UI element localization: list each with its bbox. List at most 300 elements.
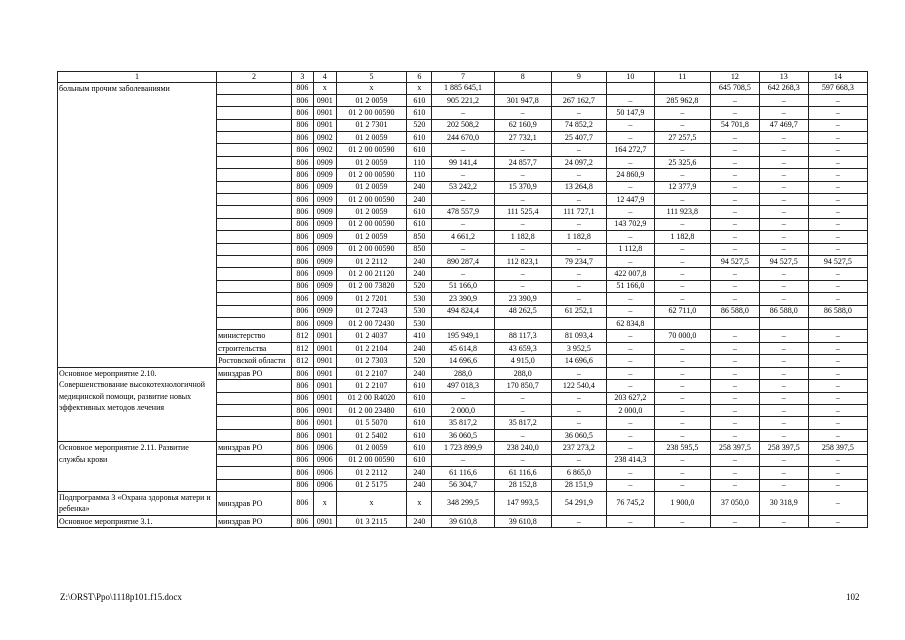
value-cell: – <box>710 355 759 368</box>
value-cell: 36 060,5 <box>551 429 606 441</box>
value-cell: – <box>494 454 551 466</box>
value-cell: 806 <box>291 107 313 119</box>
value-cell: – <box>494 392 551 404</box>
value-cell: 285 962,8 <box>654 94 710 106</box>
value-cell: 610 <box>407 206 432 218</box>
value-cell: 61 116,6 <box>432 467 494 479</box>
value-cell: 01 2 00 00590 <box>336 107 407 119</box>
table-row <box>58 367 868 380</box>
value-cell: – <box>551 144 606 156</box>
column-number-cell: 3 <box>291 72 313 83</box>
value-cell: x <box>407 82 432 94</box>
value-cell: 1 723 899,9 <box>432 442 494 455</box>
value-cell: – <box>759 280 808 292</box>
value-cell: 39 610,8 <box>432 515 494 528</box>
executor-cell <box>217 255 292 267</box>
value-cell: 94 527,5 <box>710 255 759 267</box>
value-cell: 01 2 0059 <box>336 132 407 144</box>
value-cell: 0909 <box>313 181 336 193</box>
value-cell: 258 397,5 <box>808 442 867 455</box>
value-cell: 806 <box>291 144 313 156</box>
value-cell: – <box>494 169 551 181</box>
value-cell: 0909 <box>313 169 336 181</box>
value-cell: 806 <box>291 479 313 491</box>
value-cell: – <box>759 392 808 404</box>
value-cell: – <box>606 181 654 193</box>
value-cell: – <box>759 132 808 144</box>
value-cell: – <box>710 515 759 528</box>
table-row <box>58 82 868 94</box>
value-cell: 01 2 00 00590 <box>336 243 407 255</box>
value-cell: 28 151,9 <box>551 479 606 491</box>
value-cell: 01 2 2107 <box>336 380 407 392</box>
value-cell: – <box>654 417 710 429</box>
value-cell: – <box>551 405 606 417</box>
column-number-cell: 13 <box>759 72 808 83</box>
value-cell: – <box>606 417 654 429</box>
value-cell: 806 <box>291 231 313 243</box>
value-cell: 62 711,0 <box>654 305 710 317</box>
value-cell: – <box>710 429 759 441</box>
executor-cell <box>217 380 292 392</box>
value-cell: – <box>808 405 867 417</box>
value-cell: 1 900,0 <box>654 491 710 515</box>
value-cell: – <box>654 405 710 417</box>
value-cell <box>494 82 551 94</box>
value-cell: 812 <box>291 330 313 343</box>
value-cell <box>494 317 551 329</box>
value-cell: – <box>654 355 710 368</box>
value-cell: 54 291,9 <box>551 491 606 515</box>
value-cell: 422 007,8 <box>606 268 654 280</box>
column-number-cell: 8 <box>494 72 551 83</box>
value-cell: 0901 <box>313 119 336 131</box>
value-cell: – <box>710 107 759 119</box>
value-cell: 240 <box>407 367 432 380</box>
value-cell: – <box>551 169 606 181</box>
value-cell: 01 2 00 00590 <box>336 169 407 181</box>
value-cell: – <box>710 417 759 429</box>
executor-cell <box>217 479 292 491</box>
value-cell: 25 407,7 <box>551 132 606 144</box>
value-cell: 1 182,8 <box>654 231 710 243</box>
value-cell: – <box>759 467 808 479</box>
column-number-row <box>58 72 868 83</box>
value-cell: – <box>606 156 654 168</box>
value-cell: 238 595,5 <box>654 442 710 455</box>
value-cell: 1 885 645,1 <box>432 82 494 94</box>
value-cell: 610 <box>407 417 432 429</box>
value-cell: 25 325,6 <box>654 156 710 168</box>
value-cell: 0901 <box>313 367 336 380</box>
value-cell: – <box>710 479 759 491</box>
value-cell: – <box>606 94 654 106</box>
value-cell: 4 661,2 <box>432 231 494 243</box>
value-cell: – <box>654 255 710 267</box>
value-cell: – <box>759 181 808 193</box>
executor-cell <box>217 454 292 466</box>
value-cell: 0909 <box>313 218 336 230</box>
value-cell: 01 2 2107 <box>336 367 407 380</box>
value-cell: 610 <box>407 442 432 455</box>
value-cell: – <box>759 429 808 441</box>
value-cell: – <box>710 218 759 230</box>
executor-cell <box>217 132 292 144</box>
measure-label-cell: больным прочим заболеваниями <box>58 82 217 367</box>
value-cell: – <box>551 515 606 528</box>
value-cell: 01 2 00 00590 <box>336 218 407 230</box>
executor-cell: минздрав РО <box>217 515 292 528</box>
value-cell: – <box>551 392 606 404</box>
value-cell: 610 <box>407 454 432 466</box>
value-cell: 111 727,1 <box>551 206 606 218</box>
executor-cell <box>217 206 292 218</box>
value-cell: – <box>759 355 808 368</box>
value-cell: 4 915,0 <box>494 355 551 368</box>
value-cell: – <box>759 156 808 168</box>
value-cell: 520 <box>407 119 432 131</box>
executor-cell <box>217 144 292 156</box>
value-cell: 01 2 00 R4020 <box>336 392 407 404</box>
value-cell: – <box>710 392 759 404</box>
value-cell: 79 234,7 <box>551 255 606 267</box>
value-cell: – <box>759 367 808 380</box>
value-cell: 24 857,7 <box>494 156 551 168</box>
value-cell: – <box>606 231 654 243</box>
value-cell: 806 <box>291 218 313 230</box>
value-cell: – <box>606 206 654 218</box>
value-cell: – <box>654 429 710 441</box>
value-cell: – <box>432 194 494 206</box>
value-cell: – <box>808 467 867 479</box>
column-number-cell: 11 <box>654 72 710 83</box>
column-number-cell: 2 <box>217 72 292 83</box>
value-cell: x <box>407 491 432 515</box>
value-cell: – <box>710 405 759 417</box>
value-cell: 905 221,2 <box>432 94 494 106</box>
value-cell: 267 162,7 <box>551 94 606 106</box>
value-cell: 806 <box>291 169 313 181</box>
value-cell: – <box>654 107 710 119</box>
value-cell: – <box>606 380 654 392</box>
value-cell: 37 050,0 <box>710 491 759 515</box>
value-cell <box>432 317 494 329</box>
value-cell: – <box>808 417 867 429</box>
value-cell: 164 272,7 <box>606 144 654 156</box>
value-cell: 147 993,5 <box>494 491 551 515</box>
value-cell: 258 397,5 <box>710 442 759 455</box>
executor-cell <box>217 293 292 305</box>
column-number-cell: 5 <box>336 72 407 83</box>
value-cell: 01 2 00 23480 <box>336 405 407 417</box>
value-cell <box>654 82 710 94</box>
value-cell: – <box>759 380 808 392</box>
value-cell: – <box>808 268 867 280</box>
value-cell: 170 850,7 <box>494 380 551 392</box>
column-number-cell: 10 <box>606 72 654 83</box>
value-cell: 610 <box>407 132 432 144</box>
value-cell: – <box>654 454 710 466</box>
value-cell: 850 <box>407 243 432 255</box>
executor-cell <box>217 317 292 329</box>
value-cell: 0902 <box>313 132 336 144</box>
value-cell: – <box>808 231 867 243</box>
value-cell: 81 093,4 <box>551 330 606 343</box>
value-cell: – <box>551 268 606 280</box>
value-cell: – <box>808 367 867 380</box>
value-cell: – <box>808 392 867 404</box>
value-cell: 0909 <box>313 231 336 243</box>
value-cell: 36 060,5 <box>432 429 494 441</box>
value-cell: 112 823,1 <box>494 255 551 267</box>
value-cell: – <box>710 231 759 243</box>
value-cell: – <box>606 342 654 355</box>
value-cell: 0901 <box>313 355 336 368</box>
value-cell: 88 117,3 <box>494 330 551 343</box>
value-cell: 45 614,8 <box>432 342 494 355</box>
value-cell: 478 557,9 <box>432 206 494 218</box>
value-cell: 01 2 0059 <box>336 231 407 243</box>
value-cell: – <box>432 107 494 119</box>
value-cell: 0909 <box>313 280 336 292</box>
measure-label-cell: Основное мероприятие 2.11. Развитие службы крови <box>58 442 217 492</box>
value-cell: – <box>759 293 808 305</box>
value-cell: – <box>654 392 710 404</box>
value-cell: 01 2 00 00590 <box>336 194 407 206</box>
executor-cell: строительства <box>217 342 292 355</box>
value-cell: – <box>432 243 494 255</box>
value-cell: x <box>336 82 407 94</box>
value-cell: 01 2 2104 <box>336 342 407 355</box>
value-cell: – <box>808 119 867 131</box>
measure-label-cell: Подпрограмма 3 «Охрана здоровья матери и ребенка» <box>58 491 217 515</box>
value-cell: 0902 <box>313 144 336 156</box>
value-cell: 348 299,5 <box>432 491 494 515</box>
column-number-cell: 4 <box>313 72 336 83</box>
executor-cell <box>217 194 292 206</box>
value-cell: 143 702,9 <box>606 218 654 230</box>
value-cell: – <box>808 429 867 441</box>
value-cell: 01 2 0059 <box>336 94 407 106</box>
value-cell: 0901 <box>313 405 336 417</box>
value-cell: 12 377,9 <box>654 181 710 193</box>
value-cell: 14 696,6 <box>432 355 494 368</box>
value-cell: – <box>654 380 710 392</box>
executor-cell: министерство <box>217 330 292 343</box>
value-cell: – <box>494 405 551 417</box>
value-cell: 610 <box>407 405 432 417</box>
value-cell: 24 860,9 <box>606 169 654 181</box>
executor-cell <box>217 231 292 243</box>
value-cell: 01 3 2115 <box>336 515 407 528</box>
value-cell: 890 287,4 <box>432 255 494 267</box>
value-cell: – <box>710 342 759 355</box>
value-cell: – <box>654 268 710 280</box>
value-cell: 23 390,9 <box>432 293 494 305</box>
value-cell: – <box>606 305 654 317</box>
executor-cell <box>217 268 292 280</box>
value-cell: – <box>710 206 759 218</box>
measure-label-cell: Основное мероприятие 2.10. Совершенствование высокотехнологичной медицинской помощи, развитие новых эффективных методов лечения <box>58 367 217 441</box>
value-cell: 240 <box>407 181 432 193</box>
value-cell: 70 000,0 <box>654 330 710 343</box>
value-cell: – <box>808 293 867 305</box>
value-cell: 01 2 00 73820 <box>336 280 407 292</box>
value-cell: 520 <box>407 280 432 292</box>
value-cell: – <box>808 206 867 218</box>
value-cell: 806 <box>291 515 313 528</box>
value-cell: – <box>606 255 654 267</box>
value-cell: 202 508,2 <box>432 119 494 131</box>
page-number: 102 <box>846 592 860 602</box>
value-cell: 111 923,8 <box>654 206 710 218</box>
value-cell: 240 <box>407 342 432 355</box>
value-cell: – <box>759 342 808 355</box>
value-cell: 86 588,0 <box>808 305 867 317</box>
value-cell: – <box>432 392 494 404</box>
value-cell: – <box>432 268 494 280</box>
executor-cell: минздрав РО <box>217 442 292 455</box>
value-cell: 13 264,8 <box>551 181 606 193</box>
value-cell: – <box>432 144 494 156</box>
value-cell: – <box>551 367 606 380</box>
value-cell: 240 <box>407 255 432 267</box>
executor-cell <box>217 181 292 193</box>
value-cell: 0901 <box>313 380 336 392</box>
value-cell: 01 2 7243 <box>336 305 407 317</box>
value-cell: – <box>551 218 606 230</box>
value-cell: – <box>808 107 867 119</box>
value-cell: – <box>494 194 551 206</box>
value-cell: 806 <box>291 467 313 479</box>
value-cell: 244 670,0 <box>432 132 494 144</box>
value-cell: – <box>710 380 759 392</box>
value-cell: – <box>606 132 654 144</box>
value-cell: – <box>808 218 867 230</box>
value-cell: – <box>710 293 759 305</box>
value-cell: 806 <box>291 243 313 255</box>
value-cell: 806 <box>291 417 313 429</box>
value-cell: 240 <box>407 194 432 206</box>
value-cell: 01 2 00 21120 <box>336 268 407 280</box>
value-cell: 01 2 0059 <box>336 442 407 455</box>
value-cell: 240 <box>407 268 432 280</box>
value-cell: 01 2 00 00590 <box>336 454 407 466</box>
value-cell: 610 <box>407 107 432 119</box>
value-cell: – <box>606 515 654 528</box>
value-cell: 1 182,8 <box>551 231 606 243</box>
value-cell: 23 390,9 <box>494 293 551 305</box>
value-cell: 0901 <box>313 429 336 441</box>
value-cell: – <box>494 218 551 230</box>
column-number-cell: 14 <box>808 72 867 83</box>
value-cell: – <box>808 243 867 255</box>
value-cell: – <box>654 194 710 206</box>
executor-cell <box>217 94 292 106</box>
value-cell: 30 318,9 <box>759 491 808 515</box>
value-cell: – <box>759 107 808 119</box>
value-cell: 806 <box>291 442 313 455</box>
value-cell: 806 <box>291 367 313 380</box>
value-cell: 74 852,2 <box>551 119 606 131</box>
value-cell: – <box>606 467 654 479</box>
value-cell: 56 304,7 <box>432 479 494 491</box>
value-cell: 0909 <box>313 194 336 206</box>
value-cell: 2 000,0 <box>432 405 494 417</box>
value-cell: 240 <box>407 467 432 479</box>
value-cell: 99 141,4 <box>432 156 494 168</box>
value-cell: – <box>654 479 710 491</box>
value-cell: 195 949,1 <box>432 330 494 343</box>
value-cell: 806 <box>291 280 313 292</box>
value-cell: 806 <box>291 156 313 168</box>
value-cell: 203 627,2 <box>606 392 654 404</box>
value-cell: – <box>759 243 808 255</box>
executor-cell <box>217 392 292 404</box>
value-cell: 0909 <box>313 206 336 218</box>
value-cell: – <box>759 218 808 230</box>
value-cell: – <box>494 107 551 119</box>
value-cell: 520 <box>407 355 432 368</box>
value-cell: – <box>710 467 759 479</box>
value-cell: – <box>494 243 551 255</box>
value-cell <box>551 82 606 94</box>
value-cell: – <box>710 454 759 466</box>
value-cell: 530 <box>407 317 432 329</box>
executor-cell <box>217 467 292 479</box>
value-cell: 0901 <box>313 342 336 355</box>
executor-cell: минздрав РО <box>217 491 292 515</box>
value-cell: 301 947,8 <box>494 94 551 106</box>
column-number-cell: 1 <box>58 72 217 83</box>
value-cell: – <box>808 355 867 368</box>
value-cell: – <box>759 268 808 280</box>
value-cell: 94 527,5 <box>808 255 867 267</box>
value-cell: 01 2 00 00590 <box>336 144 407 156</box>
value-cell: 01 2 7303 <box>336 355 407 368</box>
value-cell: 0906 <box>313 479 336 491</box>
value-cell: – <box>759 231 808 243</box>
executor-cell: Ростовской области <box>217 355 292 368</box>
value-cell: – <box>808 144 867 156</box>
value-cell: 806 <box>291 392 313 404</box>
value-cell: 610 <box>407 218 432 230</box>
value-cell: 01 2 0059 <box>336 156 407 168</box>
table-row <box>58 515 868 528</box>
value-cell: 258 397,5 <box>759 442 808 455</box>
value-cell: – <box>710 243 759 255</box>
value-cell: – <box>808 181 867 193</box>
value-cell: 27 257,5 <box>654 132 710 144</box>
executor-cell <box>217 280 292 292</box>
value-cell <box>606 82 654 94</box>
value-cell: – <box>606 429 654 441</box>
value-cell: 812 <box>291 342 313 355</box>
value-cell: – <box>759 417 808 429</box>
value-cell: 806 <box>291 255 313 267</box>
value-cell: – <box>551 243 606 255</box>
value-cell: 14 696,6 <box>551 355 606 368</box>
value-cell: 497 018,3 <box>432 380 494 392</box>
value-cell: 806 <box>291 181 313 193</box>
value-cell: 0906 <box>313 467 336 479</box>
value-cell: 01 5 5070 <box>336 417 407 429</box>
value-cell: 0909 <box>313 243 336 255</box>
value-cell: 610 <box>407 94 432 106</box>
value-cell: – <box>654 119 710 131</box>
value-cell: 01 2 2112 <box>336 255 407 267</box>
value-cell: 61 116,6 <box>494 467 551 479</box>
